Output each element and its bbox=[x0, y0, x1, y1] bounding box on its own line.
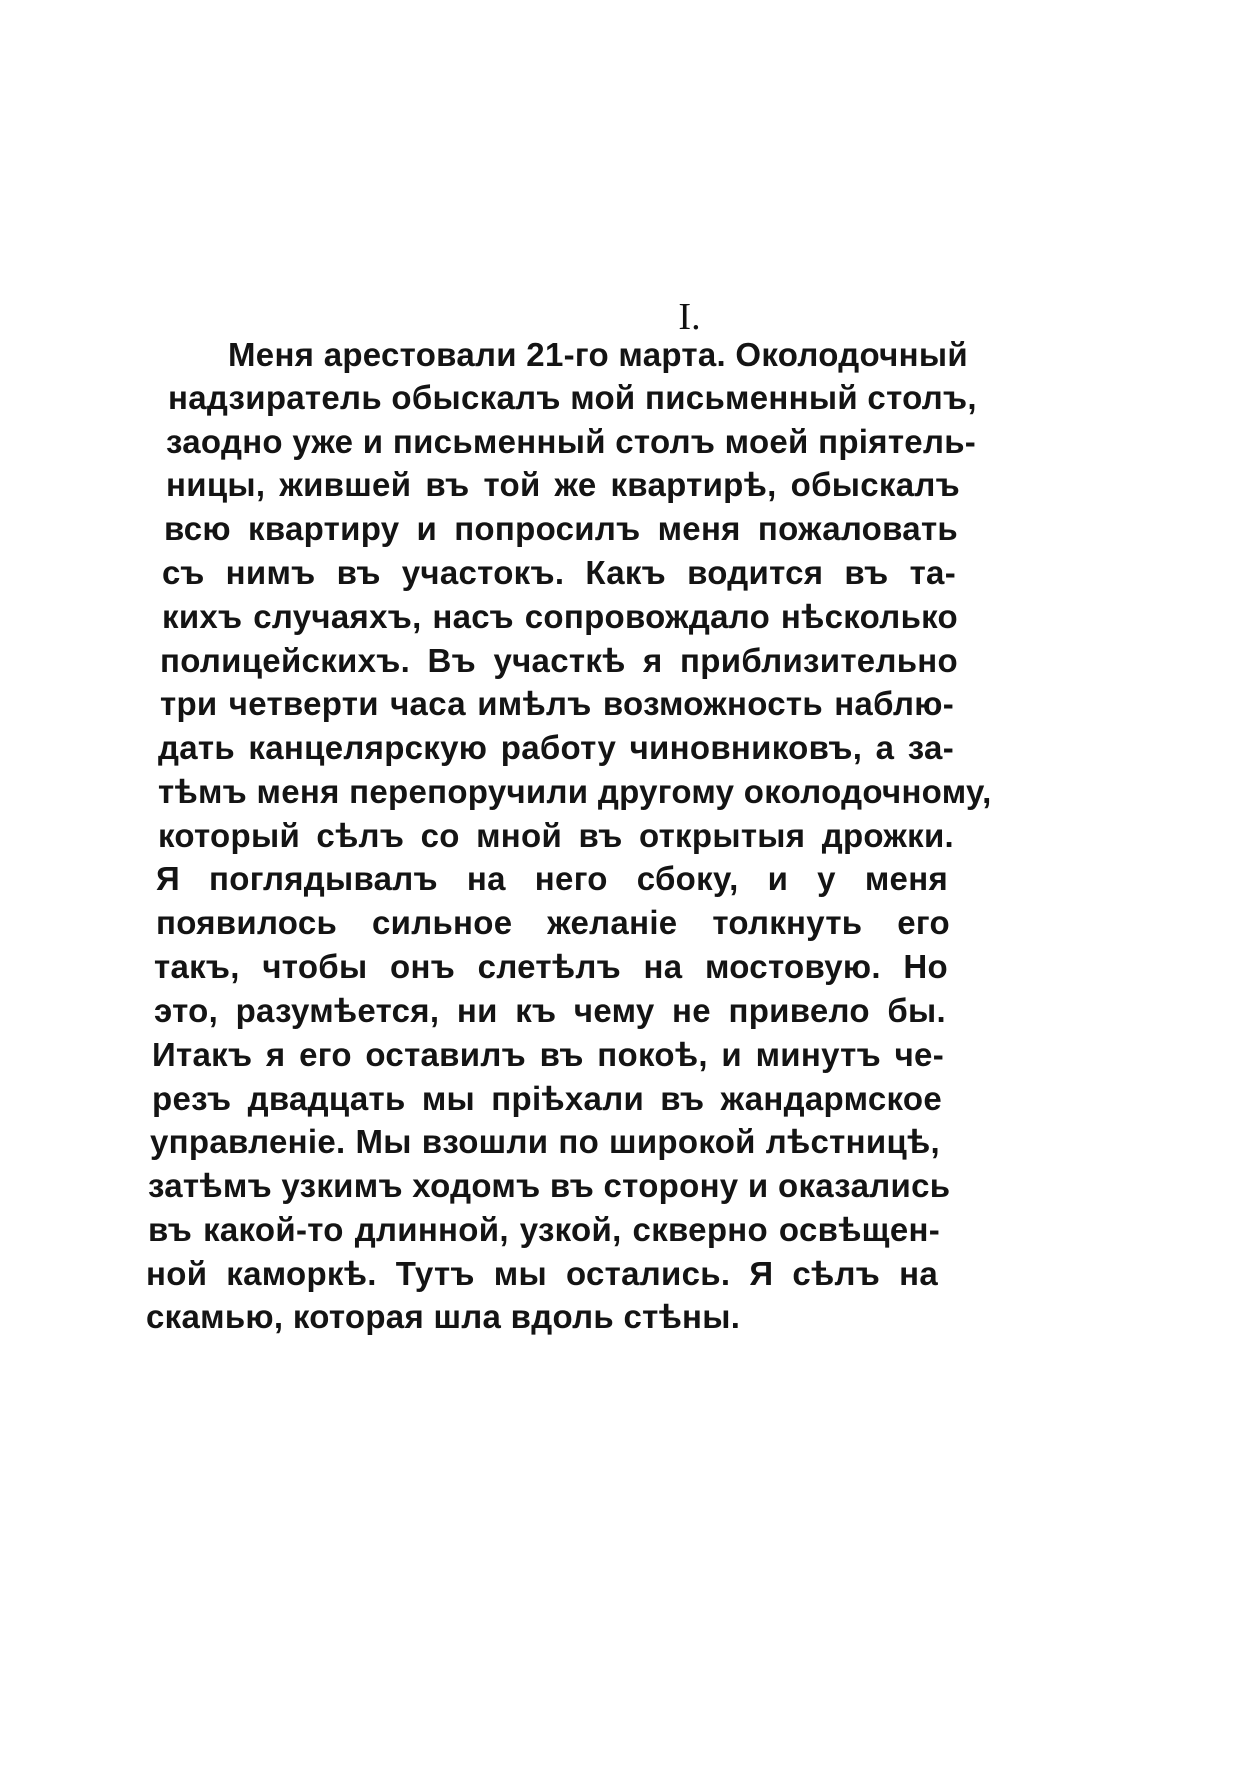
text-line: который сѣлъ со мной въ открытыя дрожки. bbox=[158, 817, 954, 854]
text-line: это, разумѣется, ни къ чему не привело бы. bbox=[154, 992, 946, 1029]
text-line: Я поглядывалъ на него сбоку, и у меня bbox=[156, 860, 948, 897]
text-line: Итакъ я его оставилъ въ покоѣ, и минутъ че- bbox=[152, 1036, 944, 1073]
text-line: въ какой-то длинной, узкой, скверно освѣщен- bbox=[148, 1211, 940, 1248]
text-line: ницы, жившей въ той же квартирѣ, обыскалъ bbox=[166, 466, 960, 503]
text-line: управленіе. Мы взошли по широкой лѣстницѣ, bbox=[150, 1123, 940, 1160]
text-line: дать канцелярскую работу чиновниковъ, а за- bbox=[158, 729, 954, 766]
text-line: затѣмъ узкимъ ходомъ въ сторону и оказались bbox=[148, 1167, 951, 1204]
text-line: такъ, чтобы онъ слетѣлъ на мостовую. Но bbox=[154, 948, 948, 985]
text-line: три четверти часа имѣлъ возможность наблю- bbox=[160, 685, 954, 722]
text-line: всю квартиру и попросилъ меня пожаловать bbox=[164, 510, 958, 547]
text-line: Меня арестовали 21-го марта. Околодочный bbox=[228, 336, 968, 373]
body-text bbox=[0, 330, 1259, 1530]
text-line: появилось сильное желаніе толкнуть его bbox=[156, 904, 950, 941]
text-line: полицейскихъ. Въ участкѣ я приблизительно bbox=[160, 642, 958, 679]
text-line: ной каморкѣ. Тутъ мы остались. Я сѣлъ на bbox=[146, 1255, 938, 1292]
text-line: кихъ случаяхъ, насъ сопровождало нѣсколько bbox=[162, 598, 958, 635]
text-line: заодно уже и письменный столъ моей пріятель- bbox=[166, 423, 977, 460]
text-line: резъ двадцать мы пріѣхали въ жандармское bbox=[152, 1080, 942, 1117]
text-line: скамью, которая шла вдоль стѣны. bbox=[146, 1298, 741, 1335]
text-line: тѣмъ меня перепоручили другому околодочному, bbox=[158, 773, 992, 810]
text-line: надзиратель обыскалъ мой письменный столъ, bbox=[168, 379, 977, 416]
chapter-heading: I. bbox=[678, 296, 701, 338]
text-line: съ нимъ въ участокъ. Какъ водится въ та- bbox=[162, 554, 956, 591]
